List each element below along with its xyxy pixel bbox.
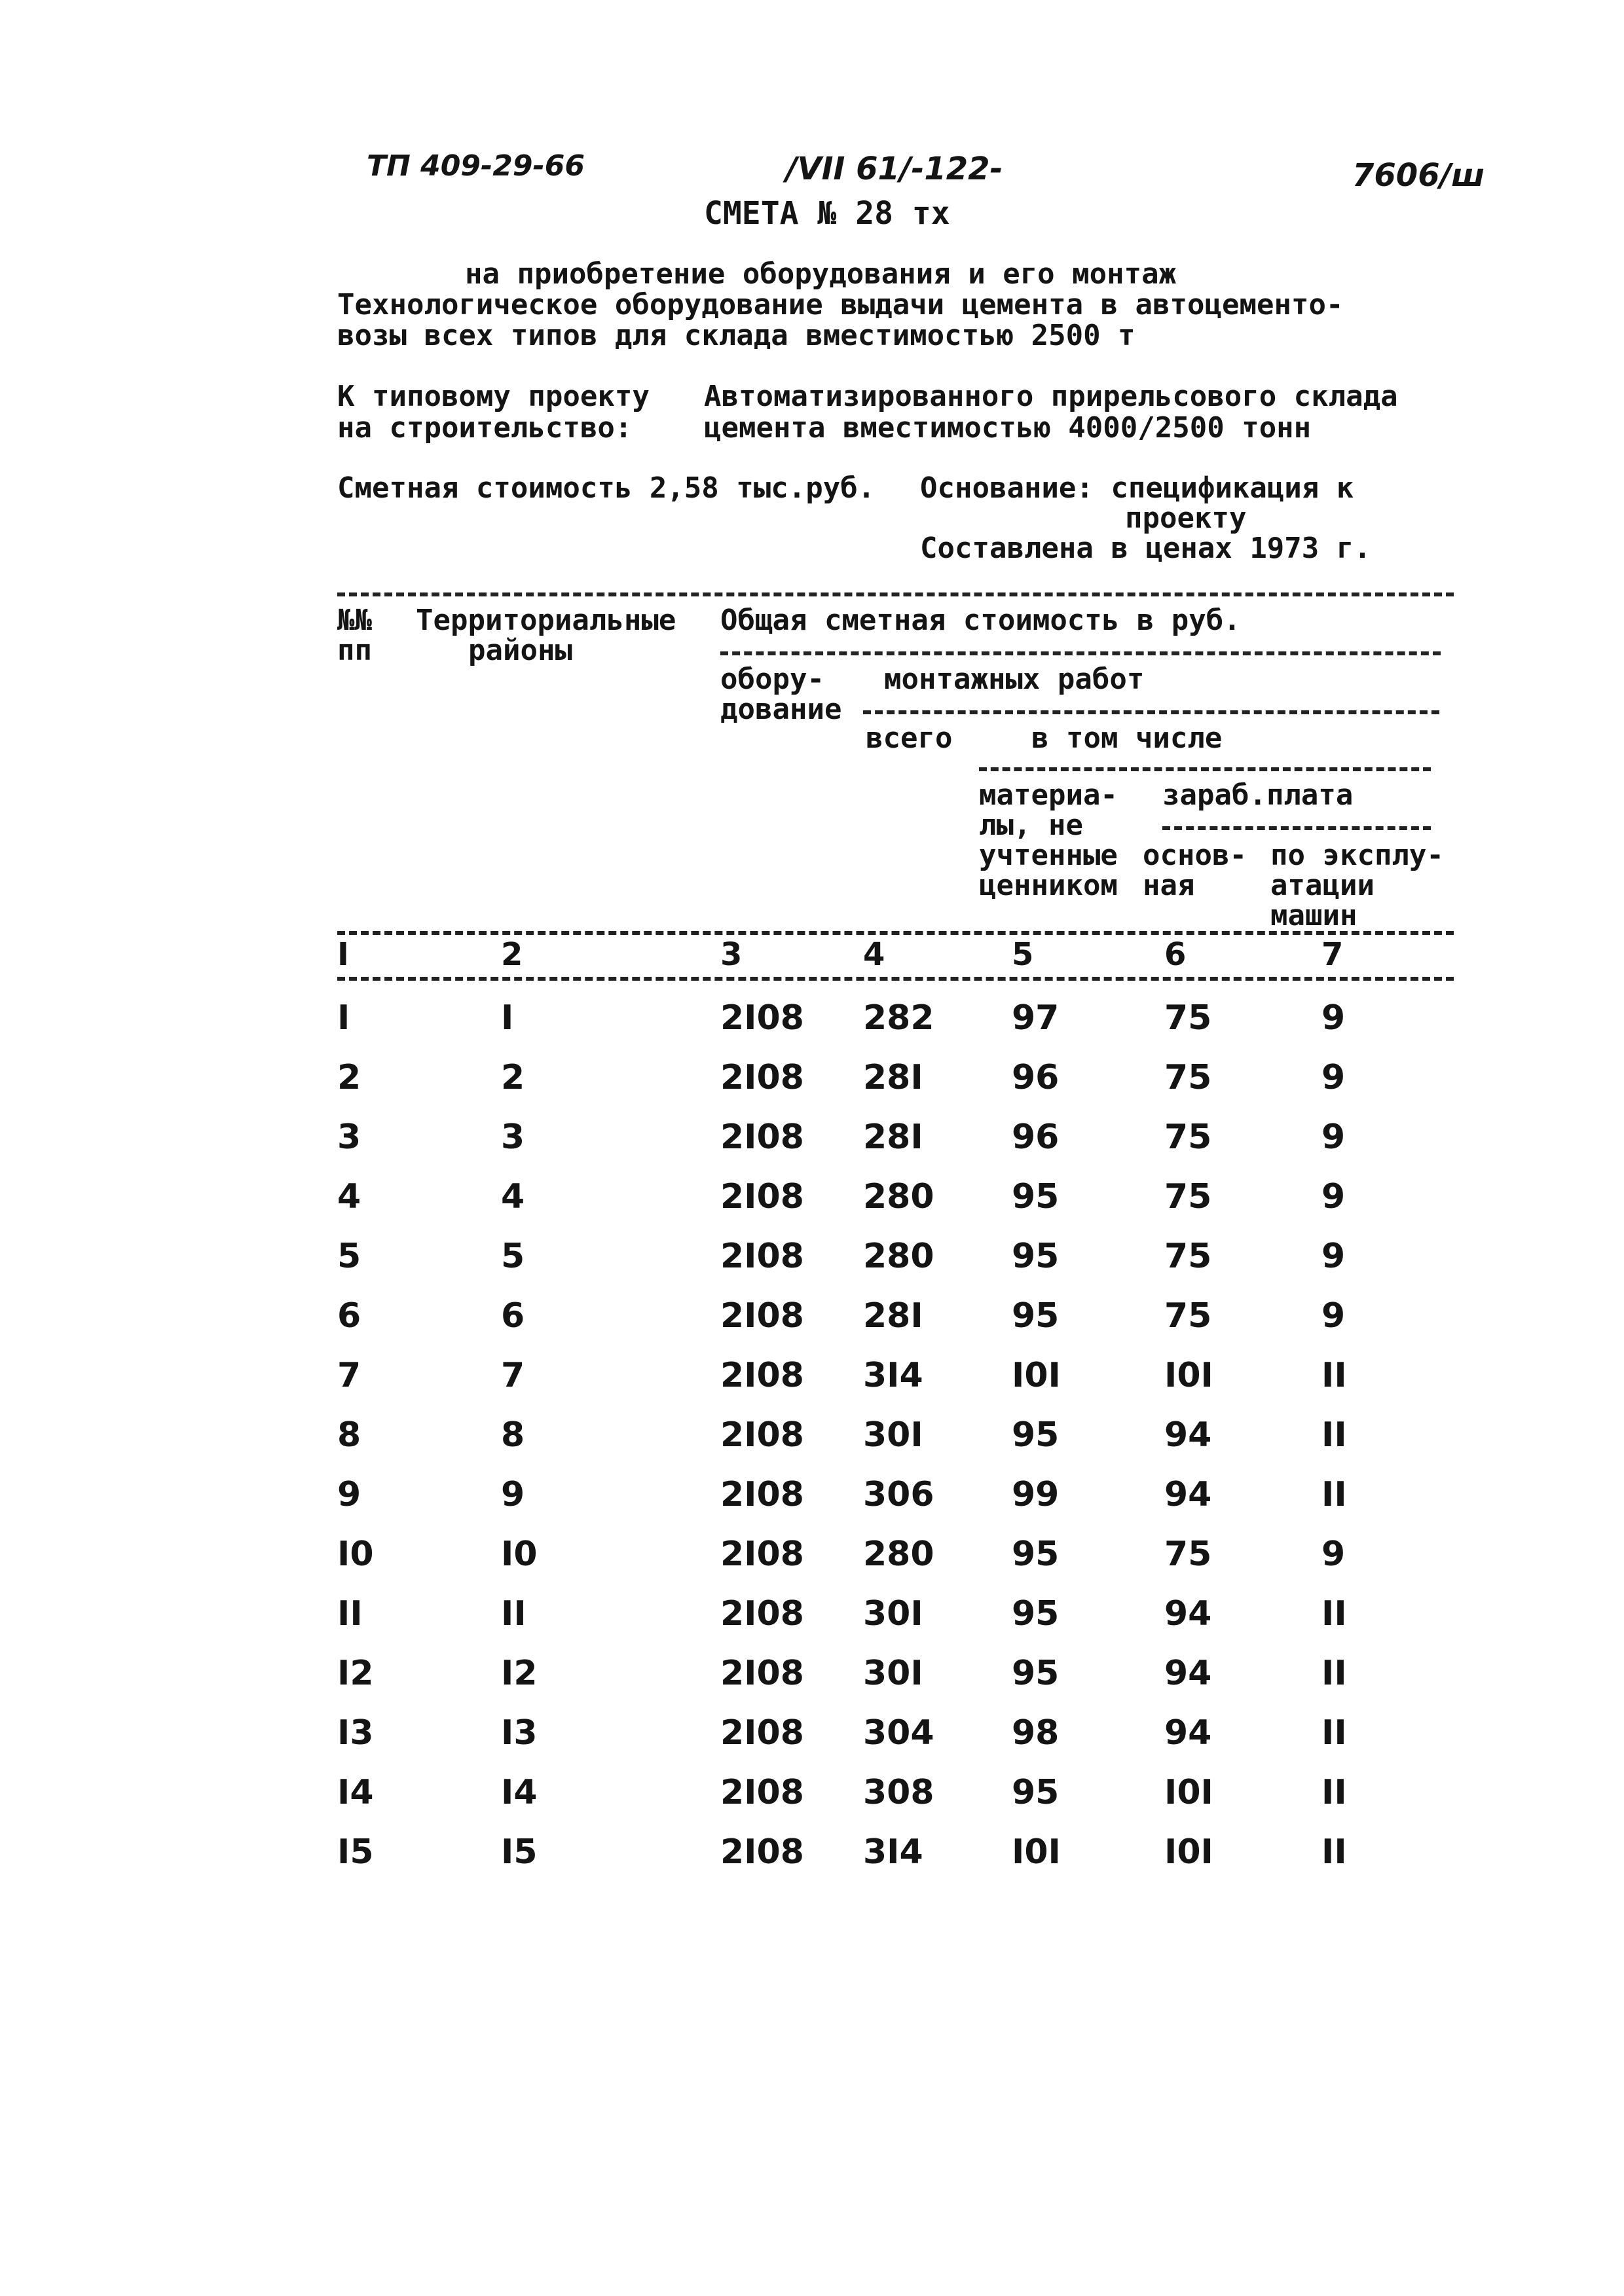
table-cell: 2I08 bbox=[720, 1237, 804, 1276]
table-cell: 30I bbox=[863, 1594, 923, 1633]
table-cell: 28I bbox=[863, 1118, 923, 1157]
table-cell: I5 bbox=[337, 1832, 374, 1872]
header-region-2: районы bbox=[468, 634, 572, 667]
table-cell: I4 bbox=[501, 1773, 538, 1812]
table-cell: 3 bbox=[501, 1118, 525, 1157]
header-mat-2: лы, не bbox=[979, 809, 1083, 842]
rule-header-bottom bbox=[337, 931, 1454, 935]
table-cell: 2I08 bbox=[720, 1773, 804, 1812]
table-cell: 94 bbox=[1164, 1713, 1212, 1753]
table-cell: 95 bbox=[1012, 1654, 1060, 1693]
header-base-1: основ- bbox=[1143, 839, 1247, 872]
header-install: монтажных работ bbox=[884, 663, 1145, 696]
table-cell: 2I08 bbox=[720, 1356, 804, 1395]
table-cell: 94 bbox=[1164, 1654, 1212, 1693]
table-cell: 308 bbox=[863, 1773, 934, 1812]
table-cell: 28I bbox=[863, 1296, 923, 1336]
table-cell: 280 bbox=[863, 1177, 934, 1216]
table-cell: II bbox=[1321, 1654, 1347, 1693]
table-cell: I0 bbox=[337, 1535, 374, 1574]
table-cell: II bbox=[1321, 1773, 1347, 1812]
table-cell: 2I08 bbox=[720, 1415, 804, 1455]
table-cell: 95 bbox=[1012, 1237, 1060, 1276]
table-cell: 7 bbox=[501, 1356, 525, 1395]
table-cell: 9 bbox=[1321, 1177, 1346, 1216]
table-cell: 280 bbox=[863, 1237, 934, 1276]
table-cell: 2I08 bbox=[720, 1118, 804, 1157]
table-cell: 9 bbox=[337, 1475, 361, 1514]
table-cell: 6 bbox=[337, 1296, 361, 1336]
header-mach-1: по эксплу- bbox=[1270, 839, 1444, 872]
column-number: 5 bbox=[1012, 936, 1034, 973]
table-cell: 9 bbox=[1321, 1118, 1346, 1157]
table-cell: 94 bbox=[1164, 1594, 1212, 1633]
table-cell: 75 bbox=[1164, 998, 1212, 1038]
column-number: 4 bbox=[863, 936, 885, 973]
prices-line: Составлена в ценах 1973 г. bbox=[920, 532, 1371, 565]
table-cell: 75 bbox=[1164, 1237, 1212, 1276]
table-cell: 75 bbox=[1164, 1118, 1212, 1157]
rule-column-numbers bbox=[337, 977, 1454, 981]
table-cell: 9 bbox=[1321, 1535, 1346, 1574]
header-base-2: ная bbox=[1143, 869, 1195, 902]
table-cell: 28I bbox=[863, 1058, 923, 1097]
table-cell: 8 bbox=[337, 1415, 361, 1455]
table-cell: I0I bbox=[1164, 1832, 1213, 1872]
table-cell: 2I08 bbox=[720, 1832, 804, 1872]
doc-subtitle-1: на приобретение оборудования и его монтаж bbox=[465, 257, 1177, 291]
table-cell: 75 bbox=[1164, 1058, 1212, 1097]
table-cell: I3 bbox=[337, 1713, 374, 1753]
cost-line: Сметная стоимость 2,58 тыс.руб. bbox=[337, 471, 876, 505]
header-mach-2: атации bbox=[1270, 869, 1375, 902]
table-cell: 9 bbox=[1321, 1296, 1346, 1336]
table-cell: 2 bbox=[501, 1058, 525, 1097]
table-cell: 4 bbox=[337, 1177, 361, 1216]
table-cell: 30I bbox=[863, 1654, 923, 1693]
table-cell: II bbox=[1321, 1475, 1347, 1514]
table-cell: II bbox=[1321, 1356, 1347, 1395]
table-cell: I bbox=[501, 998, 514, 1038]
header-num-2: пп bbox=[337, 634, 372, 667]
table-cell: 95 bbox=[1012, 1296, 1060, 1336]
table-cell: 96 bbox=[1012, 1058, 1060, 1097]
doc-title: СМЕТА № 28 тх bbox=[704, 195, 950, 232]
table-cell: 304 bbox=[863, 1713, 934, 1753]
doc-code-right: 7606/ш bbox=[1352, 157, 1485, 194]
table-cell: I2 bbox=[501, 1654, 538, 1693]
table-cell: 95 bbox=[1012, 1177, 1060, 1216]
table-cell: 2I08 bbox=[720, 1475, 804, 1514]
header-equip-2: дование bbox=[720, 693, 842, 726]
column-number: 2 bbox=[501, 936, 523, 973]
table-cell: 3 bbox=[337, 1118, 361, 1157]
table-cell: 2I08 bbox=[720, 998, 804, 1038]
table-cell: 95 bbox=[1012, 1415, 1060, 1455]
table-cell: 95 bbox=[1012, 1535, 1060, 1574]
table-cell: I0 bbox=[501, 1535, 538, 1574]
header-mat-1: материа- bbox=[979, 778, 1118, 812]
table-cell: I0I bbox=[1164, 1773, 1213, 1812]
table-cell: 282 bbox=[863, 998, 934, 1038]
doc-subtitle-2: Технологическое оборудование выдачи цемента в автоцементо- bbox=[337, 288, 1344, 321]
table-cell: II bbox=[1321, 1415, 1347, 1455]
doc-code-center: /VII 61/-122- bbox=[786, 151, 1003, 187]
header-num-1: №№ bbox=[337, 604, 372, 637]
table-cell: 9 bbox=[1321, 998, 1346, 1038]
project-value-2: цемента вместимостью 4000/2500 тонн bbox=[704, 411, 1312, 445]
table-cell: 3I4 bbox=[863, 1356, 923, 1395]
rule-top bbox=[337, 592, 1454, 596]
table-cell: II bbox=[501, 1594, 526, 1633]
table-cell: I3 bbox=[501, 1713, 538, 1753]
table-cell: 2 bbox=[337, 1058, 361, 1097]
column-number: I bbox=[337, 936, 349, 973]
column-number: 6 bbox=[1164, 936, 1187, 973]
table-cell: II bbox=[1321, 1713, 1347, 1753]
rule-install bbox=[863, 710, 1439, 714]
table-cell: 2I08 bbox=[720, 1177, 804, 1216]
header-wage: зараб.плата bbox=[1162, 778, 1354, 812]
header-mach-3: машин bbox=[1270, 899, 1357, 932]
doc-subtitle-3: возы всех типов для склада вместимостью 2500 т bbox=[337, 319, 1135, 352]
header-region-1: Территориальные bbox=[416, 604, 676, 637]
table-cell: 2I08 bbox=[720, 1535, 804, 1574]
table-cell: 5 bbox=[337, 1237, 361, 1276]
project-label-2: на строительство: bbox=[337, 411, 633, 445]
table-cell: 7 bbox=[337, 1356, 361, 1395]
table-cell: I0I bbox=[1012, 1832, 1061, 1872]
table-cell: 2I08 bbox=[720, 1058, 804, 1097]
table-cell: 9 bbox=[501, 1475, 525, 1514]
project-label-1: К типовому проекту bbox=[337, 380, 650, 413]
project-value-1: Автоматизированного прирельсового склада bbox=[704, 380, 1398, 413]
doc-code-left: ТП 409-29-66 bbox=[367, 149, 585, 183]
table-cell: I bbox=[337, 998, 350, 1038]
header-all: всего bbox=[866, 721, 953, 755]
table-cell: 98 bbox=[1012, 1713, 1060, 1753]
table-cell: I2 bbox=[337, 1654, 374, 1693]
header-total: Общая сметная стоимость в руб. bbox=[720, 604, 1241, 637]
table-cell: 96 bbox=[1012, 1118, 1060, 1157]
table-cell: 6 bbox=[501, 1296, 525, 1336]
table-cell: 99 bbox=[1012, 1475, 1060, 1514]
table-cell: I5 bbox=[501, 1832, 538, 1872]
table-cell: 4 bbox=[501, 1177, 525, 1216]
table-cell: 95 bbox=[1012, 1773, 1060, 1812]
table-cell: 280 bbox=[863, 1535, 934, 1574]
table-cell: 306 bbox=[863, 1475, 934, 1514]
table-cell: II bbox=[1321, 1832, 1347, 1872]
column-number: 3 bbox=[720, 936, 743, 973]
header-mat-4: ценником bbox=[979, 869, 1118, 902]
table-cell: 5 bbox=[501, 1237, 525, 1276]
table-cell: 2I08 bbox=[720, 1296, 804, 1336]
basis-line-1: Основание: спецификация к bbox=[920, 471, 1354, 505]
table-cell: 97 bbox=[1012, 998, 1060, 1038]
header-incl: в том числе bbox=[1031, 721, 1223, 755]
rule-total bbox=[720, 651, 1441, 655]
table-cell: 75 bbox=[1164, 1535, 1212, 1574]
table-cell: 2I08 bbox=[720, 1654, 804, 1693]
column-number: 7 bbox=[1321, 936, 1344, 973]
table-cell: 94 bbox=[1164, 1475, 1212, 1514]
table-cell: 2I08 bbox=[720, 1594, 804, 1633]
table-cell: 3I4 bbox=[863, 1832, 923, 1872]
header-mat-3: учтенные bbox=[979, 839, 1118, 872]
header-equip-1: обору- bbox=[720, 663, 824, 696]
rule-wage bbox=[1162, 826, 1431, 830]
table-cell: 8 bbox=[501, 1415, 525, 1455]
table-cell: 75 bbox=[1164, 1296, 1212, 1336]
table-cell: II bbox=[1321, 1594, 1347, 1633]
basis-line-2: проекту bbox=[1125, 501, 1247, 535]
table-cell: I4 bbox=[337, 1773, 374, 1812]
table-cell: 2I08 bbox=[720, 1713, 804, 1753]
table-cell: 9 bbox=[1321, 1237, 1346, 1276]
table-cell: I0I bbox=[1012, 1356, 1061, 1395]
table-cell: 94 bbox=[1164, 1415, 1212, 1455]
rule-incl bbox=[979, 767, 1431, 771]
table-cell: I0I bbox=[1164, 1356, 1213, 1395]
table-cell: 75 bbox=[1164, 1177, 1212, 1216]
table-cell: 9 bbox=[1321, 1058, 1346, 1097]
table-cell: 95 bbox=[1012, 1594, 1060, 1633]
table-cell: II bbox=[337, 1594, 363, 1633]
table-cell: 30I bbox=[863, 1415, 923, 1455]
